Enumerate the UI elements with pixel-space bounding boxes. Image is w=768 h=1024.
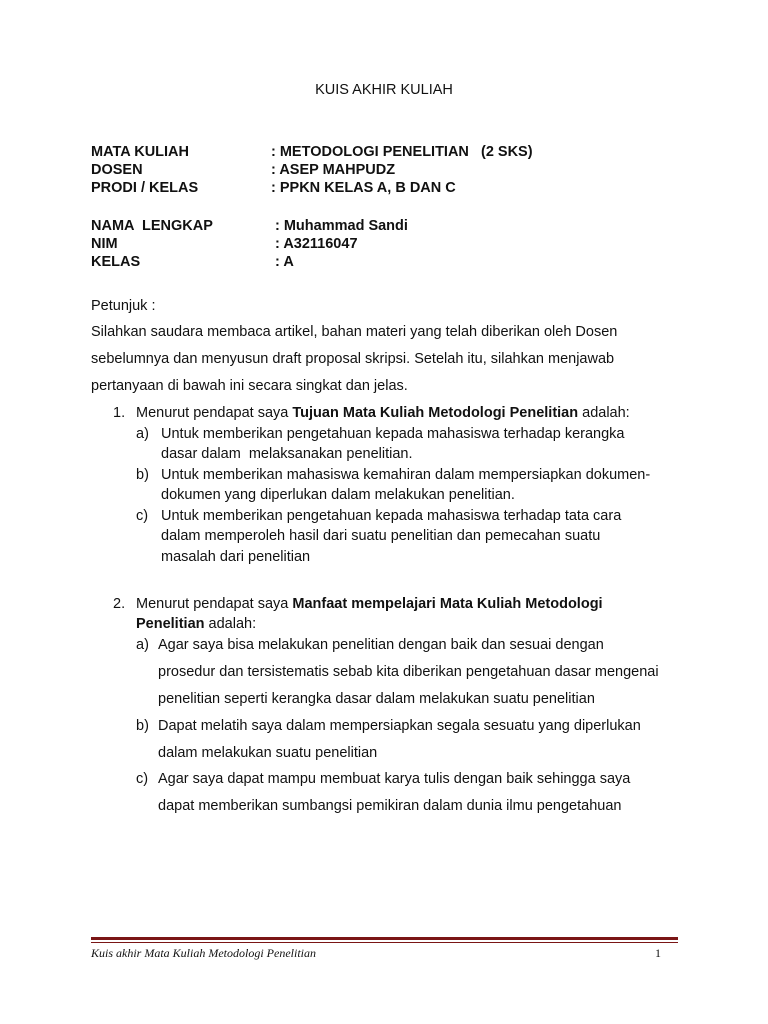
answer-line: dokumen yang diperlukan dalam melakukan penelitian. [161, 487, 515, 503]
answer-line: dapat memberikan sumbangsi pemikiran dalam dunia ilmu pengetahuan [158, 798, 622, 814]
answer-line: dalam melakukan suatu penelitian [158, 745, 378, 761]
answer-line: Agar saya dapat mampu membuat karya tulis dengan baik sehingga saya [158, 771, 631, 787]
instructions-line: sebelumnya dan menyusun draft proposal skripsi. Setelah itu, silahkan menjawab [91, 351, 615, 367]
answer-letter: c) [136, 508, 149, 524]
question-text-continued [136, 616, 256, 632]
student-name-label: NAMA LENGKAP [91, 218, 213, 234]
question-number: 1. [113, 405, 126, 421]
instructions-heading: Petunjuk : [91, 298, 156, 314]
answer-letter: a) [136, 637, 149, 653]
question-emphasis: Manfaat mempelajari Mata Kuliah Metodologi [292, 596, 603, 612]
question-suffix: adalah: [204, 616, 257, 632]
answer-line: masalah dari penelitian [161, 549, 311, 565]
footer-text: Kuis akhir Mata Kuliah Metodologi Penelitian [91, 946, 316, 960]
answer-line: prosedur dan tersistematis sebab kita diberikan pengetahuan dasar mengenai [158, 664, 659, 680]
instructions-line: Silahkan saudara membaca artikel, bahan materi yang telah diberikan oleh Dosen [91, 324, 618, 340]
lecturer-label: DOSEN [91, 162, 143, 178]
lecturer-value: : ASEP MAHPUDZ [271, 162, 396, 178]
answer-line: Untuk memberikan pengetahuan kepada mahasiswa terhadap kerangka [161, 426, 625, 442]
question-text [136, 596, 603, 612]
question-suffix: adalah: [578, 405, 630, 421]
answer-line: dasar dalam melaksanakan penelitian. [161, 446, 413, 462]
question-emphasis: Penelitian [136, 616, 205, 632]
answer-line: Untuk memberikan mahasiswa kemahiran dalam mempersiapkan dokumen- [161, 467, 651, 483]
question-prefix: Menurut pendapat saya [136, 405, 293, 421]
page-number: 1 [655, 946, 661, 960]
student-class-value: : A [275, 254, 294, 270]
program-label: PRODI / KELAS [91, 180, 199, 196]
question-number: 2. [113, 596, 126, 612]
student-id-value: : A32116047 [275, 236, 358, 252]
answer-letter: b) [136, 467, 149, 483]
answer-line: penelitian seperti kerangka dasar dalam melakukan suatu penelitian [158, 691, 595, 707]
footer-rule-thick [91, 937, 678, 940]
question-prefix: Menurut pendapat saya [136, 596, 293, 612]
answer-letter: a) [136, 426, 149, 442]
answer-line: Dapat melatih saya dalam mempersiapkan segala sesuatu yang diperlukan [158, 718, 641, 734]
instructions-line: pertanyaan di bawah ini secara singkat dan jelas. [91, 378, 408, 394]
course-value: : METODOLOGI PENELITIAN (2 SKS) [271, 144, 533, 160]
student-class-label: KELAS [91, 254, 141, 270]
answer-letter: c) [136, 771, 149, 787]
answer-line: Untuk memberikan pengetahuan kepada mahasiswa terhadap tata cara [161, 508, 622, 524]
document-title: KUIS AKHIR KULIAH [315, 82, 453, 98]
answer-line: Agar saya bisa melakukan penelitian dengan baik dan sesuai dengan [158, 637, 604, 653]
student-name-value: : Muhammad Sandi [275, 218, 408, 234]
footer-rule-thin [91, 942, 678, 943]
student-id-label: NIM [91, 236, 118, 252]
program-value: : PPKN KELAS A, B DAN C [271, 180, 456, 196]
course-label: MATA KULIAH [91, 144, 189, 160]
answer-line: dalam memperoleh hasil dari suatu penelitian dan pemecahan suatu [161, 528, 601, 544]
question-emphasis: Tujuan Mata Kuliah Metodologi Penelitian [292, 405, 579, 421]
question-text [136, 405, 630, 421]
answer-letter: b) [136, 718, 149, 734]
